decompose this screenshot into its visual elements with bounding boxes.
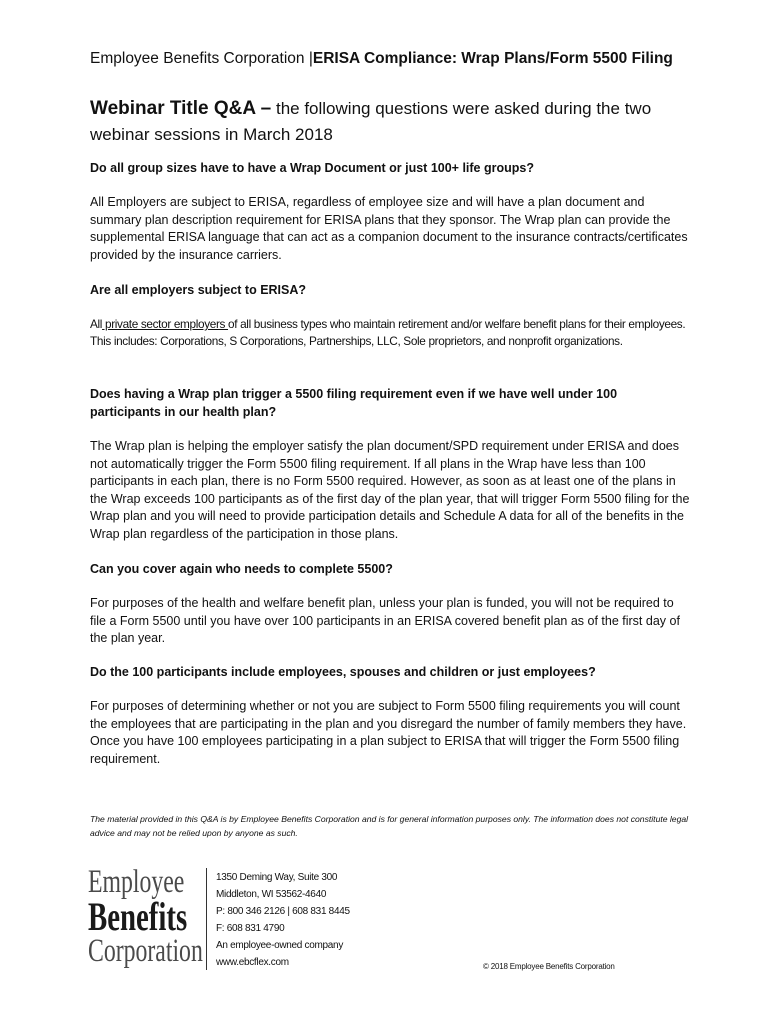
answer-underlined: private sector employers [102,317,229,331]
qa-item [90,664,690,682]
qa-item [90,282,690,300]
header-org: Employee Benefits Corporation | [90,50,313,67]
question: Are all employers subject to ERISA? [90,283,307,297]
title-bold: Webinar Title Q&A – [90,98,272,119]
qa-item [90,386,690,421]
logo-line-3: Corporation [88,933,203,969]
qa-item [90,160,690,178]
question: Do all group sizes have to have a Wrap Document or just 100+ life groups? [90,161,534,175]
address-line-1: 1350 Deming Way, Suite 300 [216,872,338,883]
answer-rest: of all business types who maintain retirement and/or welfare benefit plans for their employees. This includes: Corporations, S Corporations, Partnerships, LLC, Sole proprietors, and nonprofit organizations. [90,317,686,348]
website-link[interactable]: www.ebcflex.com [216,957,289,968]
document-header [90,50,730,68]
question: Do the 100 participants include employees, spouses and children or just employees? [90,665,596,679]
answer: The Wrap plan is helping the employer satisfy the plan document/SPD requirement under ERISA and does not automatically trigger the Form 5500 filing requirement. If all plans in the Wrap have less than 100 participants in each plan, there is no Form 5500 required. However, as soon as at least one of the plans in the Wrap exceeds 100 participants as of the first day of the plan year, that will trigger Form 5500 filing for the Wrap plan and you will need to provide participation details and Schedule A data for all of the benefits in the Wrap plan regardless of the participation in those plans. [90,439,690,541]
answer: All Employers are subject to ERISA, regardless of employee size and will have a plan document and summary plan description requirement for ERISA plans that they sponsor. The Wrap plan can provide the supplemental ERISA language that can act as a companion document to the insurance contracts/certificates provided by the insurance carriers. [90,195,688,262]
answer-prefix: All [90,317,103,331]
answer-block [90,194,690,264]
answer: For purposes of determining whether or not you are subject to Form 5500 filing requirements you will count the employees that are participating in the plan and you disregard the number of family members they have. Once you have 100 employees participating in a plan subject to ERISA that will trigger the Form 5500 filing requirement. [90,699,687,766]
logo-line-2: Benefits [88,894,188,939]
header-topic: ERISA Compliance: Wrap Plans/Form 5500 Filing [312,50,673,67]
fax: F: 608 831 4790 [216,923,285,934]
disclaimer: The material provided in this Q&A is by Employee Benefits Corporation and is for general information purposes only. The information does not constitute legal advice and may not be relied upon by anyone as such. [90,814,689,838]
copyright: © 2018 Employee Benefits Corporation [483,962,615,971]
question: Can you cover again who needs to complete 5500? [90,562,393,576]
phone: P: 800 346 2126 | 608 831 8445 [216,906,350,917]
page-title [90,96,690,148]
contact-block [216,869,436,971]
logo-line-1: Employee [88,864,185,900]
answer: For purposes of the health and welfare benefit plan, unless your plan is funded, you will not be required to file a Form 5500 until you have over 100 participants in an ERISA covered benefit plan as of the first day of the plan year. [90,596,680,645]
answer-block [90,595,690,648]
title-rest: the following questions were asked during the two webinar sessions in March 2018 [90,99,652,144]
qa-item [90,561,690,579]
divider [206,868,207,970]
company-logo [88,864,203,969]
answer-block [90,698,690,768]
address-line-2: Middleton, WI 53562-4640 [216,889,327,900]
answer-block [90,438,690,543]
question: Does having a Wrap plan trigger a 5500 filing requirement even if we have well under 100 participants in our health plan? [90,387,618,419]
tagline: An employee-owned company [216,940,344,951]
answer-block [90,316,690,350]
